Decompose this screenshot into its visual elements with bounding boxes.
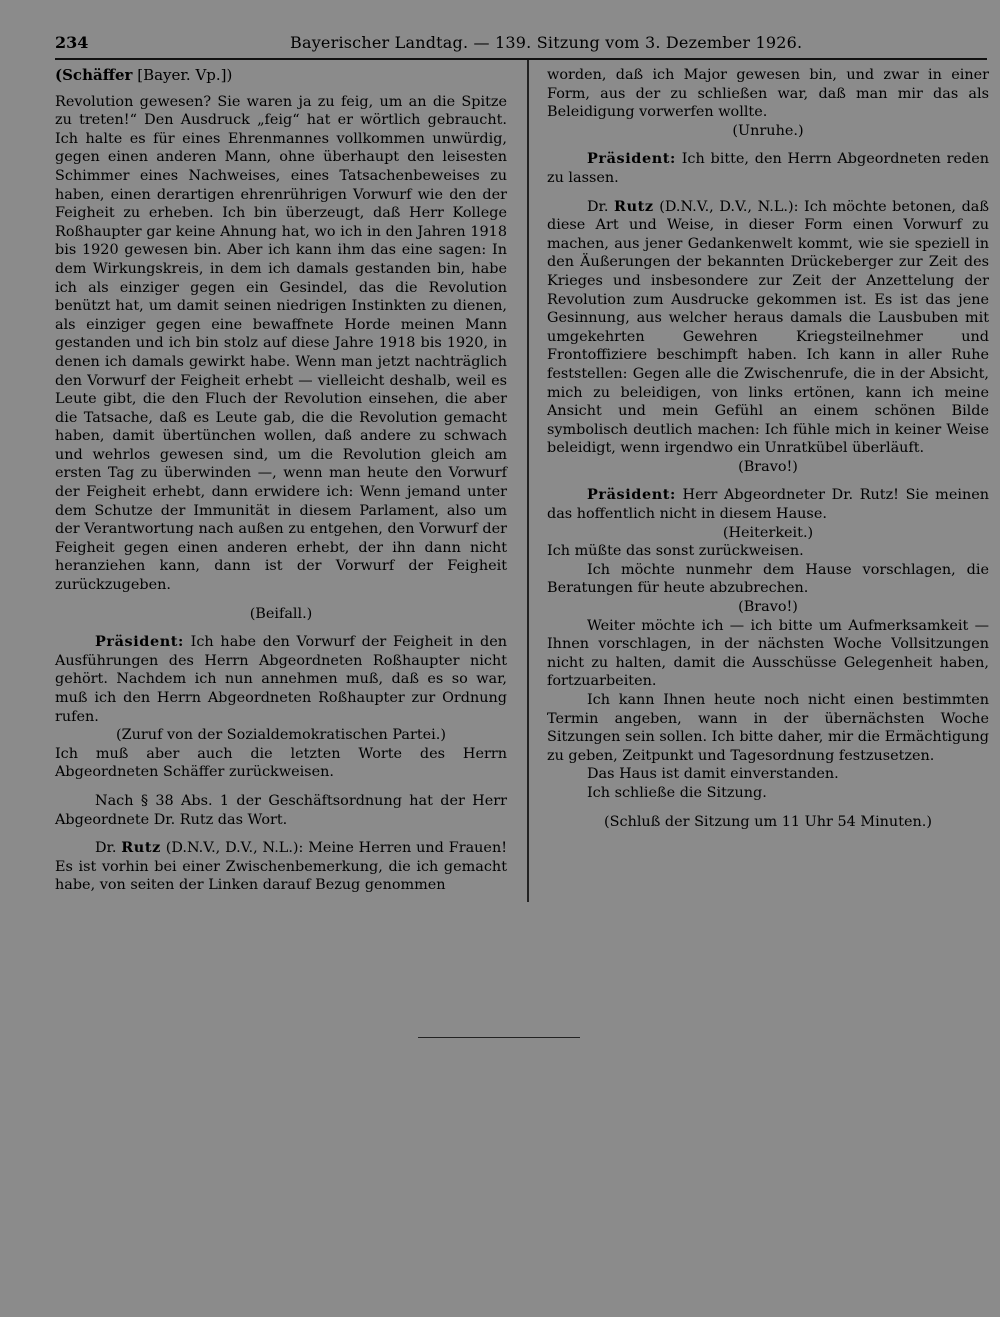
paragraph: Ich schließe die Sitzung.: [587, 784, 767, 801]
speaker-name: Präsident:: [587, 150, 676, 168]
paragraph: Ich müßte das sonst zurückweisen.: [547, 543, 804, 560]
paragraph: [55, 839, 507, 895]
paragraph: [55, 633, 507, 726]
speaker-name: Präsident:: [95, 633, 184, 651]
speaker-name: Rutz: [121, 839, 161, 857]
paragraph: Nach § 38 Abs. 1 der Geschäftsordnung hat der Herr Abgeordnete Dr. Rutz das Wort.: [55, 792, 507, 828]
speech-text: Ich habe den Vorwurf der Feigheit in den Ausführungen des Herrn Abgeordneten Roßhaupter nicht gehört. Nachdem ich nun annehmen muß, daß es so war, muß ich den Herrn Abgeordneten Roßhaupter zur Ordnung rufen.: [55, 634, 507, 725]
header-rule: [55, 58, 987, 60]
speaker-name: Rutz: [614, 197, 654, 215]
paragraph: [547, 150, 989, 187]
stage-note: (Unruhe.): [732, 122, 804, 139]
paragraph: Das Haus ist damit einverstanden.: [587, 766, 839, 783]
speech-text: Ich bitte, den Herrn Abgeordneten reden zu lassen.: [547, 151, 989, 186]
paragraph: Revolution gewesen? Sie waren ja zu feig, um an die Spitze zu treten!“ Den Ausdruck „feig“ hat er wörtlich gebraucht. Ich halte es für eines Ehrenmannes vollkommen unwürdig, gegen einen anderen Mann, ohne überhaupt den leisesten Schimmer eines Nachweises, eines Tatsachenbeweises zu haben, einen derartigen ehrenrührigen Vorwurf wie den der Feigheit zu erheben. Ich bin überzeugt, daß Herr Kollege Roßhaupter gar keine Ahnung hat, wo ich in den Jahren 1918 bis 1920 gewesen bin. Aber ich kann ihm das eine sagen: In dem Wirkungskreis, in dem ich damals gestanden bin, habe ich als einziger gegen ein Gesindel, das die Revolution benützt hat, um damit seinen niedrigen Instinkten zu dienen, als einziger gegen eine bewaffnete Horde meinen Mann gestanden und ich bin stolz auf diese Jahre 1918 bis 1920, in denen ich damals gewirkt habe. Wenn man jetzt nachträglich den Vorwurf der Feigheit erhebt — vielleicht deshalb, weil es Leute gibt, die den Fluch der Revolution einsehen, die aber die Tatsache, daß es Leute gab, die die Revolution gemacht haben, damit übertünchen wollen, daß andere zu schwach und wehrlos gewesen sind, um die Revolution gleich am ersten Tag zu überwinden —, wenn man heute den Vorwurf der Feigheit erhebt, dann erwidere ich: Wenn jemand unter dem Schutze der Immunität in diesem Parlament, also um der Verantwortung nach außen zu entgehen, den Vorwurf der Feigheit gegen einen anderen erhebt, der ihn dann nicht heranziehen kann, dann ist der Vorwurf der Feigheit zurückzugeben.: [55, 93, 507, 594]
speaker-name: Präsident:: [587, 486, 676, 504]
stage-note: (Heiterkeit.): [722, 524, 814, 541]
paragraph: Ich kann Ihnen heute noch nicht einen bestimmten Termin angeben, wann in der übernächsten Woche Sitzungen sein sollen. Ich bitte daher, mir die Ermächtigung zu geben, Zeitpunkt und Tagesordnung festzusetzen.: [547, 692, 989, 764]
session-closing-note: (Schluß der Sitzung um 11 Uhr 54 Minuten.): [604, 813, 932, 830]
speech-text: (D.N.V., D.V., N.L.): Meine Herren und Frauen! Es ist vorhin bei einer Zwischenbemerkung, die ich gemacht habe, von seiten der Linken darauf Bezug genommen: [55, 840, 507, 894]
right-column: [547, 66, 989, 831]
speech-text: (D.N.V., D.V., N.L.): Ich möchte betonen, daß diese Art und Weise, in dieser Form einen Vorwurf zu machen, aus jener Gedankenwelt kommt, wie sie speziell in den Äußerungen der bekannten Drückeberger zur Zeit des Krieges und insbesondere zur Zeit der Anzettelung der Revolution zum Ausdrucke gekommen ist. Es ist das jene Gesinnung, aus welcher heraus damals die Lausbuben mit umgekehrten Gewehren Kriegsteilnehmer und Frontoffiziere beschimpft haben. Ich kann in aller Ruhe feststellen: Gegen alle die Zwischenrufe, die in der Absicht, mich zu beleidigen, von links ertönen, kann ich meine Ansicht und mein Gefühl an einem schönen Bilde symbolisch deutlich machen: Ich fühle mich in keiner Weise beleidigt, wenn irgendwo ein Unratkübel überläuft.: [547, 198, 989, 457]
stage-note: (Bravo!): [738, 458, 798, 475]
page-number: 234: [55, 33, 89, 52]
paragraph: worden, daß ich Major gewesen bin, und zwar in einer Form, aus der zu schließen war, daß man mir das als Beleidigung vorwerfen wollte.: [547, 67, 989, 121]
end-rule: [418, 1037, 580, 1038]
stage-note: (Zuruf von der Sozialdemokratischen Partei.): [116, 727, 446, 744]
stage-note: (Bravo!): [738, 599, 798, 616]
paragraph: Ich möchte nunmehr dem Hause vorschlagen, die Beratungen für heute abzubrechen.: [547, 561, 989, 597]
paragraph: [547, 486, 989, 523]
paragraph: [547, 198, 989, 458]
speaker-party: [Bayer. Vp.]): [132, 66, 233, 84]
speech-text: Herr Abgeordneter Dr. Rutz! Sie meinen das hoffentlich nicht in diesem Hause.: [547, 487, 989, 523]
left-column: [55, 66, 507, 895]
running-header: Bayerischer Landtag. — 139. Sitzung vom 3. Dezember 1926.: [290, 33, 803, 52]
speaker-name: (Schäffer: [55, 66, 133, 84]
paragraph: Ich muß aber auch die letzten Worte des Herrn Abgeordneten Schäffer zurückweisen.: [55, 745, 507, 781]
speaker-heading: [55, 66, 507, 85]
title-prefix: Dr.: [95, 840, 122, 857]
title-prefix: Dr.: [587, 198, 615, 215]
paragraph: Weiter möchte ich — ich bitte um Aufmerksamkeit — Ihnen vorschlagen, in der nächsten Woche Vollsitzungen nicht zu halten, damit die Ausschüsse Gelegenheit haben, fortzuarbeiten.: [547, 617, 989, 690]
column-divider: [527, 60, 529, 902]
stage-note: (Beifall.): [249, 605, 313, 622]
